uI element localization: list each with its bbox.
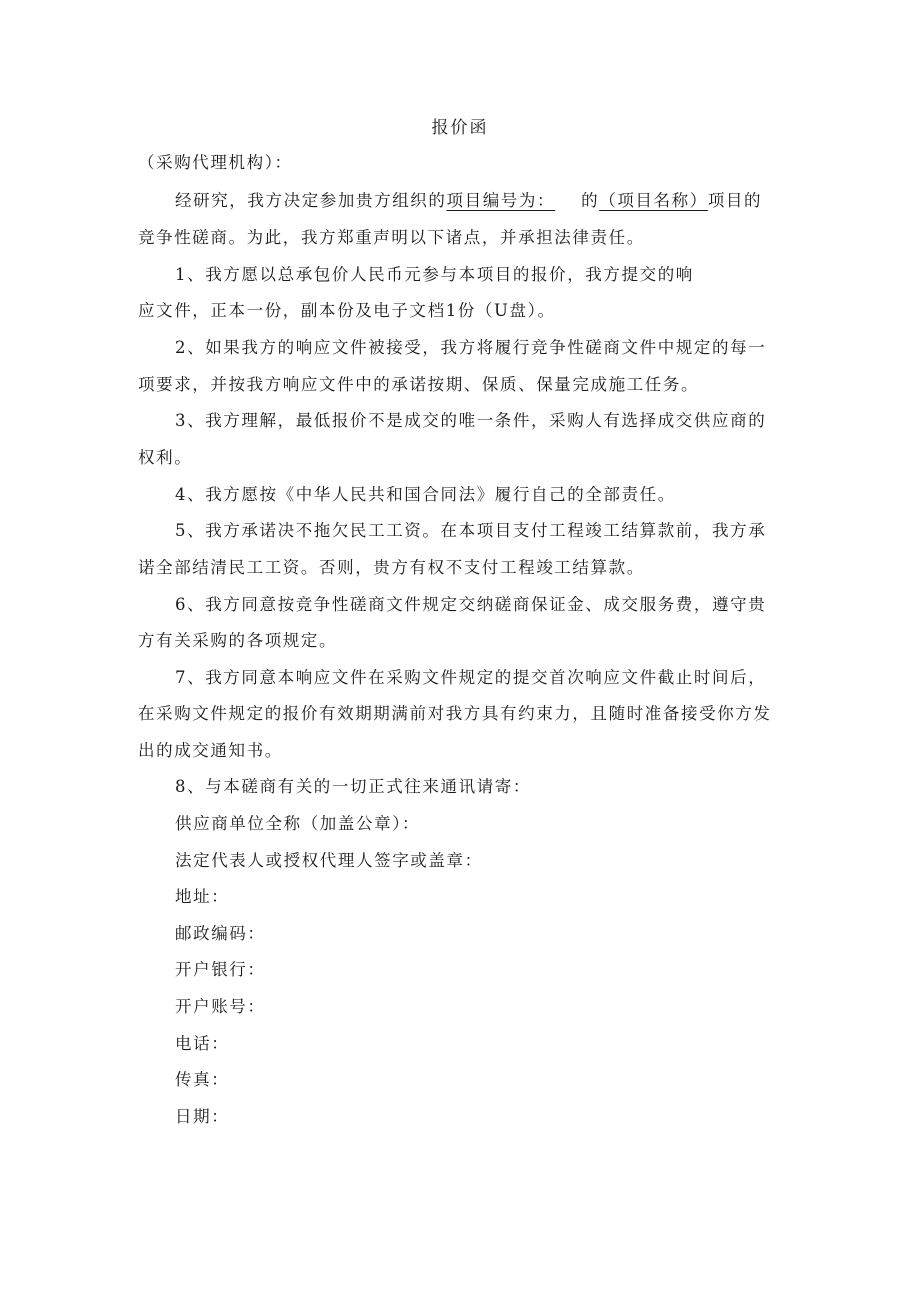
item-5-line-2: 诺全部结清民工工资。否则，贵方有权不支付工程竣工结算款。 xyxy=(138,558,645,577)
intro-text-1: 经研究，我方决定参加贵方组织的 xyxy=(175,191,447,210)
contact-postcode: 邮政编码： xyxy=(175,924,266,943)
contact-bank: 开户银行： xyxy=(175,960,266,979)
item-6-line-1: 6、我方同意按竞争性磋商文件规定交纳磋商保证金、成交服务费，遵守贵 xyxy=(175,595,767,614)
item-2-line-1: 2、如果我方的响应文件被接受，我方将履行竞争性磋商文件中规定的每一 xyxy=(175,338,767,357)
item-1-line-2: 应文件，正本一份，副本份及电子文档1份（U盘）。 xyxy=(138,301,556,320)
item-5-line-1: 5、我方承诺决不拖欠民工工资。在本项目支付工程竣工结算款前，我方承 xyxy=(175,521,767,540)
intro-line-1 xyxy=(175,188,762,214)
contact-fax: 传真： xyxy=(175,1070,230,1089)
contact-representative: 法定代表人或授权代理人签字或盖章： xyxy=(175,851,483,870)
contact-phone: 电话： xyxy=(175,1034,230,1053)
item-3-line-1: 3、我方理解，最低报价不是成交的唯一条件，采购人有选择成交供应商的 xyxy=(175,411,767,430)
project-number-label: 项目编号为： xyxy=(446,191,556,210)
item-3-line-2: 权利。 xyxy=(138,448,193,467)
contact-company: 供应商单位全称（加盖公章）： xyxy=(175,814,421,833)
contact-account: 开户账号： xyxy=(175,997,266,1016)
intro-line-2: 竞争性磋商。为此，我方郑重声明以下诸点，并承担法律责任。 xyxy=(138,228,645,247)
addressee: （采购代理机构）： xyxy=(138,153,293,172)
intro-text-2: 的 xyxy=(581,191,600,210)
item-4-line-1: 4、我方愿按《中华人民共和国合同法》履行自己的全部责任。 xyxy=(175,485,676,504)
project-name-field: （项目名称） xyxy=(599,191,708,210)
project-number-field xyxy=(447,191,582,210)
item-7-line-2: 在采购文件规定的报价有效期期满前对我方具有约束力，且随时准备接受你方发 xyxy=(138,704,772,723)
item-6-line-2: 方有关采购的各项规定。 xyxy=(138,631,338,650)
item-7-line-3: 出的成交通知书。 xyxy=(138,741,283,760)
item-7-line-1: 7、我方同意本响应文件在采购文件规定的提交首次响应文件截止时间后， xyxy=(175,668,767,687)
contact-date: 日期： xyxy=(175,1107,230,1126)
item-1-line-1: 1、我方愿以总承包价人民币元参与本项目的报价，我方提交的响 xyxy=(175,265,694,284)
intro-text-3: 项目的 xyxy=(707,191,763,210)
contact-address: 地址： xyxy=(175,887,230,906)
document-title: 报价函 xyxy=(431,118,489,138)
item-8-line-1: 8、与本磋商有关的一切正式往来通讯请寄： xyxy=(175,777,531,796)
item-2-line-2: 项要求，并按我方响应文件中的承诺按期、保质、保量完成施工任务。 xyxy=(138,375,700,394)
